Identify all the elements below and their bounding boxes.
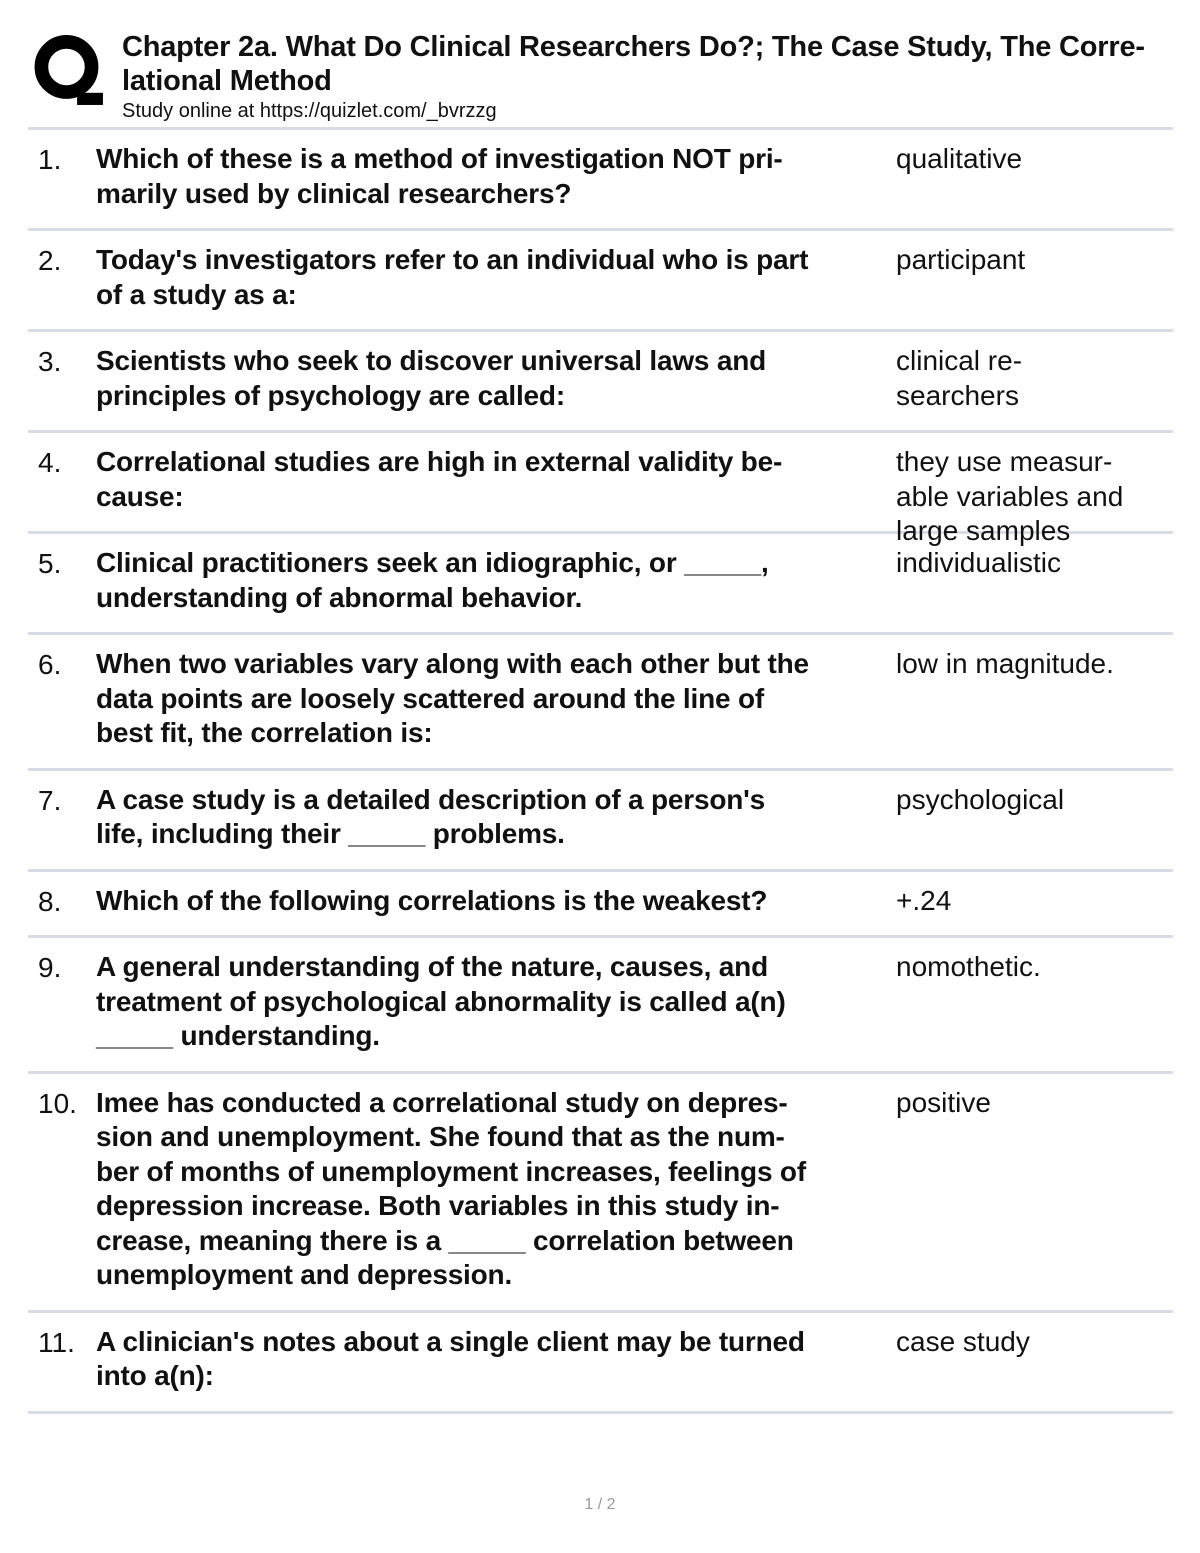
question-line: sion and unemployment. She found that as the num- [96, 1121, 785, 1152]
question-line: Which of these is a method of investigation NOT pri- [96, 143, 783, 174]
list-item [28, 534, 1173, 632]
answer-text [896, 884, 1186, 919]
question-text [96, 647, 888, 751]
question-line: understanding of abnormal behavior. [96, 581, 583, 613]
question-text [96, 1325, 888, 1394]
question-line: life, including their _____ problems. [96, 818, 565, 849]
answer-text [896, 1325, 1186, 1360]
answer-line: individualistic [896, 547, 1061, 578]
question-text [96, 546, 888, 615]
list-item [28, 938, 1173, 1071]
question-line: When two variables vary along with each other but the [96, 648, 809, 679]
question-line: Scientists who seek to discover universal laws and [96, 345, 767, 376]
question-text [96, 1086, 888, 1293]
answer-line: positive [896, 1086, 991, 1118]
page-title-line-1: Chapter 2a. What Do Clinical Researchers Do?; The Case Study, The Corre- [122, 31, 1145, 63]
question-line: A general understanding of the nature, causes, and [96, 951, 768, 982]
list-item [28, 130, 1173, 228]
item-number: 1. [38, 144, 62, 175]
question-text [96, 950, 888, 1054]
item-number: 5. [38, 548, 62, 579]
answer-text [896, 344, 1186, 413]
question-line: Today's investigators refer to an individual who is part [96, 244, 809, 275]
list-item [28, 433, 1173, 546]
answer-text [896, 783, 1186, 818]
question-line: marily used by clinical researchers? [96, 177, 572, 209]
question-line: of a study as a: [96, 278, 297, 310]
answer-text [896, 647, 1186, 682]
list-item [28, 872, 1173, 936]
answer-line: +.24 [896, 884, 952, 916]
list-item [28, 1074, 1173, 1310]
question-line: principles of psychology are called: [96, 379, 565, 411]
question-line: unemployment and depression. [96, 1259, 513, 1290]
answer-line: participant [896, 244, 1026, 275]
question-text [96, 445, 888, 514]
answer-text [896, 445, 1186, 549]
item-number: 6. [38, 649, 62, 680]
question-line: A clinician's notes about a single client may be turned [96, 1325, 805, 1357]
question-line: best fit, the correlation is: [96, 717, 433, 748]
item-number: 3. [38, 346, 62, 377]
question-line: data points are loosely scattered around the line of [96, 682, 764, 714]
list-item [28, 1313, 1173, 1411]
question-line: A case study is a detailed description of a person's [96, 783, 765, 815]
answer-line: able variables and [896, 480, 1124, 512]
divider [28, 1411, 1173, 1414]
list-item [28, 231, 1173, 329]
answer-text [896, 1086, 1186, 1121]
flashcard-list [28, 127, 1173, 1414]
answer-text [896, 142, 1186, 177]
answer-line: nomothetic. [896, 951, 1041, 982]
answer-text [896, 243, 1186, 278]
question-line: _____ understanding. [96, 1020, 380, 1051]
answer-line: case study [896, 1325, 1030, 1357]
question-line: crease, meaning there is a _____ correlation between [96, 1224, 794, 1256]
study-online-link[interactable]: Study online at https://quizlet.com/_bvrzzg [122, 100, 497, 122]
question-line: Correlational studies are high in external validity be- [96, 446, 783, 477]
question-line: Clinical practitioners seek an idiographic, or _____, [96, 547, 769, 578]
answer-line: clinical re- [896, 345, 1023, 376]
item-number: 2. [38, 245, 62, 276]
answer-line: low in magnitude. [896, 648, 1114, 679]
page-title-line-2: lational Method [122, 65, 332, 97]
page-number: 1 / 2 [584, 1496, 616, 1513]
answer-line: they use measur- [896, 446, 1113, 477]
answer-text [896, 950, 1186, 985]
item-number: 7. [38, 784, 62, 816]
question-text [96, 142, 888, 211]
list-item [28, 332, 1173, 430]
question-line: into a(n): [96, 1360, 214, 1391]
item-number: 8. [38, 885, 62, 917]
question-text [96, 884, 888, 919]
item-number: 11. [38, 1326, 75, 1358]
question-line: Which of the following correlations is the weakest? [96, 884, 768, 916]
question-line: treatment of psychological abnormality is called a(n) [96, 985, 786, 1017]
list-item [28, 635, 1173, 768]
item-number: 9. [38, 952, 62, 983]
quizlet-q-logo-icon [30, 32, 106, 108]
question-line: Imee has conducted a correlational study on depres- [96, 1086, 788, 1118]
question-text [96, 783, 888, 852]
answer-line: searchers [896, 379, 1019, 411]
answer-line: qualitative [896, 143, 1023, 174]
title-block [122, 30, 1200, 124]
question-line: cause: [96, 480, 184, 512]
question-line: ber of months of unemployment increases, feelings of [96, 1155, 806, 1187]
question-text [96, 243, 888, 312]
question-text [96, 344, 888, 413]
page-header [28, 30, 1200, 128]
answer-line: large samples [896, 515, 1071, 546]
item-number: 4. [38, 447, 62, 478]
item-number: 10. [38, 1087, 77, 1119]
answer-text [896, 546, 1186, 581]
answer-line: psychological [896, 783, 1065, 815]
question-line: depression increase. Both variables in this study in- [96, 1190, 780, 1221]
list-item [28, 771, 1173, 869]
